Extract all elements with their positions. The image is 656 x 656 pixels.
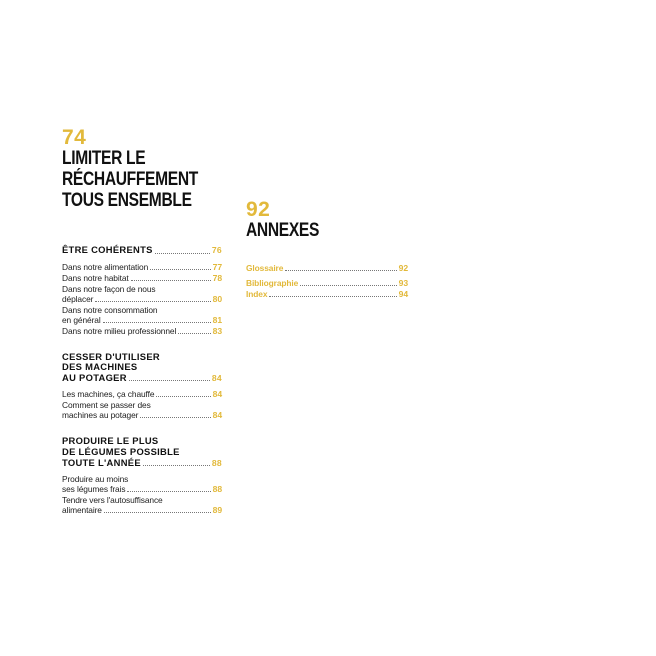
toc-entry[interactable] [62,273,222,283]
toc-entry-glossaire[interactable] [246,263,408,273]
dot-leader [300,285,396,286]
entry-label: Comment se passer des [62,400,151,411]
entry-label: Dans notre consommation [62,304,158,315]
entry-label: Dans notre alimentation [62,261,149,272]
entry-label: Index [246,289,268,299]
entry-label: Dans notre habitat [62,272,129,283]
toc-entry[interactable] [62,474,222,494]
part-number: 92 [246,198,271,221]
dot-leader [143,465,210,466]
page-number: 81 [212,314,222,325]
entry-label: Bibliographie [246,278,299,288]
entry-label: ses légumes frais [62,484,126,495]
section-title: AU POTAGER [62,371,127,383]
section-title: PRODUIRE LE PLUS [62,435,159,447]
part-title-line: RÉCHAUFFEMENT [62,169,198,190]
toc-entry[interactable] [62,495,222,515]
page-number: 89 [212,505,222,516]
toc-entry[interactable] [62,400,222,420]
section-heading[interactable] [62,352,222,384]
part-title-line: TOUS ENSEMBLE [62,190,192,211]
toc-section [62,352,222,421]
part-title [62,148,222,220]
toc-section [62,436,222,515]
dot-leader [155,253,210,254]
dot-leader [104,512,211,513]
entry-label: Glossaire [246,263,284,273]
section-title: DE LÉGUMES POSSIBLE [62,445,180,457]
entry-label: alimentaire [62,505,102,516]
page-number: 80 [212,293,222,304]
dot-leader [127,491,210,492]
section-heading[interactable] [62,245,222,256]
toc-entry[interactable] [62,284,222,304]
dot-leader [285,270,396,271]
part-title-line: LIMITER LE [62,148,146,169]
entry-label: Dans notre milieu professionnel [62,325,177,336]
page-number: 78 [212,272,222,283]
page-number: 88 [212,484,222,495]
toc-entry-bibliographie[interactable] [246,278,408,288]
section-title: ÊTRE COHÉRENTS [62,244,153,255]
part-title-line: ANNEXES [246,220,320,241]
page-number: 93 [398,278,408,288]
section-title: DES MACHINES [62,361,138,373]
part-title [246,220,408,254]
entry-label: Dans notre façon de nous [62,283,156,294]
section-title: TOUTE L'ANNÉE [62,456,141,468]
toc-section [62,245,222,336]
page-number: 94 [398,289,408,299]
page-number: 84 [211,372,222,383]
dot-leader [150,269,210,270]
toc-entry[interactable] [62,262,222,272]
page-number: 84 [212,410,222,421]
entry-label: machines au potager [62,410,139,421]
page-number: 76 [211,245,222,255]
dot-leader [156,396,210,397]
entry-label: Produire au moins [62,474,129,485]
toc-entry[interactable] [62,326,222,336]
dot-leader [178,333,210,334]
entry-label: déplacer [62,293,94,304]
dot-leader [140,417,210,418]
entry-label: Les machines, ça chauffe [62,389,155,400]
page-number: 77 [212,261,222,272]
toc-entry[interactable] [62,305,222,325]
page-number: 84 [212,389,222,400]
entry-label: en général [62,314,101,325]
section-title: CESSER D'UTILISER [62,350,160,362]
page-number: 92 [398,263,408,273]
dot-leader [95,301,210,302]
toc-part-limiter [62,128,222,516]
part-number: 74 [62,126,87,149]
page-number: 88 [211,457,222,468]
section-heading[interactable] [62,436,222,468]
toc-entry-index[interactable] [246,289,408,299]
dot-leader [131,280,211,281]
toc-part-annexes [246,200,408,300]
dot-leader [269,296,396,297]
dot-leader [103,322,211,323]
page-number: 83 [212,325,222,336]
dot-leader [129,380,210,381]
entry-label: Tendre vers l'autosuffisance [62,495,163,506]
toc-entry[interactable] [62,389,222,399]
